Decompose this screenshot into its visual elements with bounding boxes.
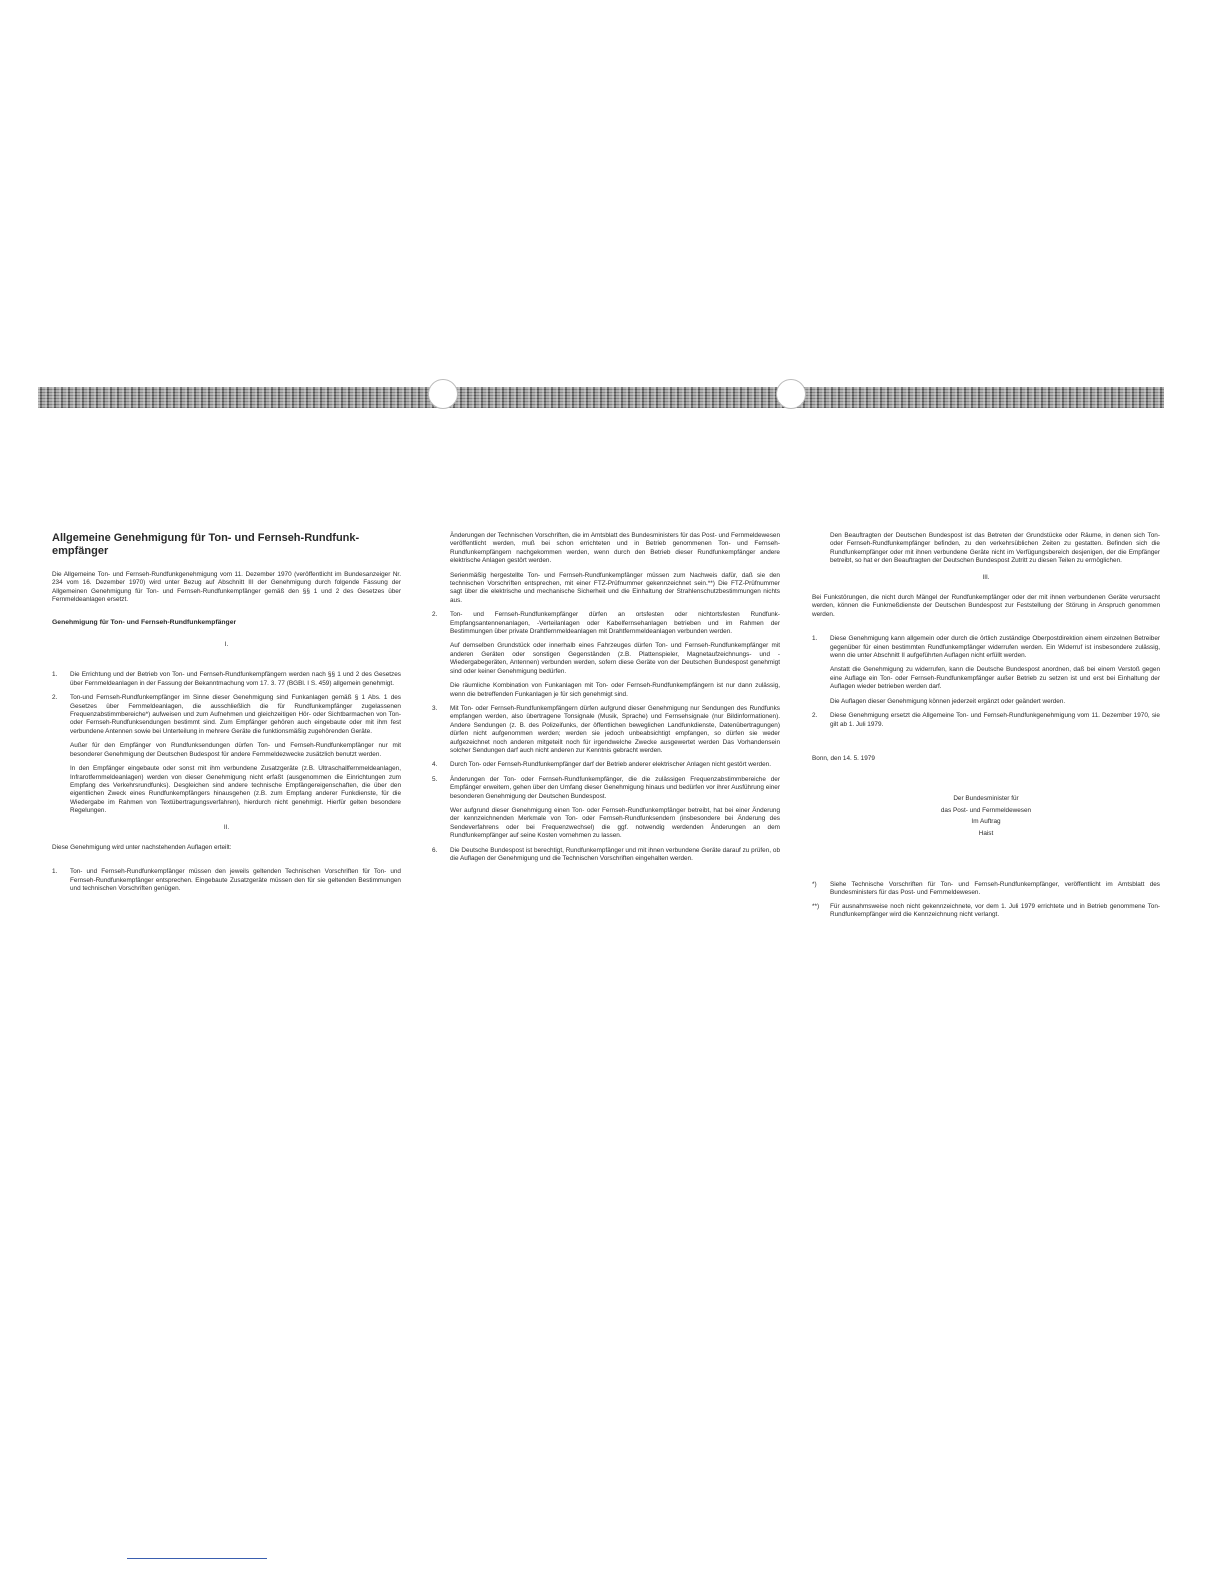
footnote <box>812 903 1160 920</box>
numbered-paragraph <box>432 761 780 769</box>
sub-paragraph: Auf demselben Grundstück oder innerhalb eines Fahrzeuges dürfen Ton- und Fernseh-Rundfunkempfänger mit anderen Geräten oder sonstigen Gegenständen (z.B. Plattenspieler, Magnetaufzeichnungs- und -Wiedergabegeräten, Antennen) verbunden werden, sofern diese Geräte von der Deutschen Bundespost genehmigt sind oder keiner Genehmigung bedürfen. <box>450 642 780 675</box>
numbered-paragraph <box>812 712 1160 729</box>
paragraph-number: 1. <box>52 868 58 876</box>
sub-paragraph: Änderungen der Technischen Vorschriften, die im Amtsblatt des Bundesministers für das Post- und Fernmeldewesen veröffentlicht werden, muß bei schon errichteten und in Betrieb genommenen Ton- und Fernseh-Rundfunkempfängern nachgekommen werden, wenn durch den Betrieb dieser Rundfunkempfänger andere elektrische Anlagen gestört werden. <box>450 532 780 565</box>
punch-hole-right <box>776 379 806 409</box>
place-date: Bonn, den 14. 5. 1979 <box>812 754 875 762</box>
paragraph-number: 2. <box>432 611 438 619</box>
paragraph-text: Ton- und Fernseh-Rundfunkempfänger dürfen an ortsfesten oder nichtortsfesten Rundfunk-Empfangsantennenanlagen, -Verteilanlagen oder Kabelfernsehanlagen betrieben und im Rahmen der Bestimmungen über private Drahtfernmeldeanlagen mit Drahtfernmeldeanlagen verbunden werden. <box>450 611 780 636</box>
sub-paragraph: Außer für den Empfänger von Rundfunksendungen dürfen Ton- und Fernseh-Rundfunkempfänger nur mit besonderer Genehmigung der Deutschen Budespost für andere Fernmeldezwecke zusätzlich benutzt werden. <box>70 742 401 758</box>
paragraph-number: 6. <box>432 846 438 854</box>
numbered-paragraph <box>432 776 780 801</box>
footnote <box>812 881 1160 898</box>
paragraph-text: Diese Genehmigung kann allgemein oder durch die örtlich zuständige Oberpostdirektion einem einzelnen Betreiber gegenüber für einen bestimmten Rundfunkempfänger widerrufen werden. Ein Widerruf ist insbesondere zulässig, wenn die unter Abschnitt II aufgeführten Auflagen nicht erfüllt werden. <box>830 635 1160 660</box>
paragraph-number: 1. <box>52 671 58 679</box>
sub-paragraph: Wer aufgrund dieser Genehmigung einen Ton- oder Fernseh-Rundfunkempfänger betreibt, hat bei einer Änderung der kennzeichnenden Merkmale von Ton- oder Fernseh-Rundfunksendern (insbesondere bei Änderung des Sendeverfahrens oder bei Frequenzwechsel) die ggf. notwendig werdenden Änderungen an dem Rundfunkempfänger auf seine Kosten vornehmen zu lassen. <box>450 806 780 840</box>
signature-line: Im Auftrag <box>971 818 1001 826</box>
footnote-text: Siehe Technische Vorschriften für Ton- und Fernseh-Rundfunkempfänger, veröffentlicht im Amtsblatt des Bundesministers für das Post- und Fernmeldewesen. <box>830 880 1160 897</box>
paragraph-text: Die Errichtung und der Betrieb von Ton- und Fernseh-Rundfunkempfängern werden nach §§ 1 und 2 des Gesetzes über Fernmeldeanlagen in der Fassung der Bekanntmachung vom 17. 3. 77 (BGBl. I S. 459) allgemein genehmigt. <box>70 671 401 687</box>
numbered-paragraph <box>52 868 401 893</box>
document-title: Allgemeine Genehmigung für Ton- und Fernseh-Rundfunk-empfänger <box>52 532 360 557</box>
paragraph-number: 3. <box>432 704 438 712</box>
paragraph-number: 2. <box>52 694 58 702</box>
signature-name: Haist <box>978 829 994 837</box>
sub-paragraph: In den Empfänger eingebaute oder sonst mit ihm verbundene Zusatzgeräte (z.B. Ultraschallfernmeldeanlagen, Infrarotfernmeldeanlagen) werden von dieser Genehmigung nicht erfaßt (ausgenommen die Einrichtungen zum Empfang des Verkehrsrundfunks). Desgleichen sind andere technische Empfängereigenschaften, die über den eigentlichen Zweck eines Rundfunkempfängers hinausgehen (z.B. zum Empfang anderer Funkdienste, für die Wiedergabe im Rahmen von Textübertragungsverfahren), hierdurch nicht genehmigt. Hierfür gelten besondere Regelungen. <box>70 765 401 815</box>
numbered-paragraph <box>432 847 780 864</box>
section-number-iii: III. <box>982 573 990 581</box>
paragraph-text: Diese Genehmigung ersetzt die Allgemeine Ton- und Fernseh-Rundfunkgenehmigung vom 11. Dezember 1970, sie gilt ab 1. Juli 1979. <box>830 712 1160 728</box>
paragraph-text: Ton- und Fernseh-Rundfunkempfänger müssen den jeweils geltenden Technischen Vorschriften für Ton- und Fernseh-Rundfunkempfänger entsprechen. Eingebaute Zusatzgeräte müssen den für sie geltenden Bestimmungen und technischen Vorschriften genügen. <box>70 868 401 893</box>
column-middle <box>432 532 780 869</box>
paragraph-text: Mit Ton- oder Fernseh-Rundfunkempfängern dürfen aufgrund dieser Genehmigung nur Sendungen des Rundfunks empfangen werden, also übertragene Tonsignale (Musik, Sprache) und Fernsehsignale (nur Bildinformationen). Andere Sendungen (z. B. des Polizeifunks, der öffentlichen beweglichen Landfunkdienste, Datenübertragungen) dürfen nicht aufgenommen werden; werden sie jedoch unbeabsichtigt empfangen, so dürfen sie weder aufgezeichnet noch anderen mitgeteilt noch für irgendwelche Zwecke ausgewertet werden Das Vorhandensein solcher Sendungen darf auch nicht anderen zur Kenntnis gebracht werden. <box>450 704 780 754</box>
paragraph-number: 2. <box>812 712 818 720</box>
signature-line: Der Bundesminister für <box>953 795 1019 803</box>
punch-hole-left <box>428 379 458 409</box>
paragraph-number: 4. <box>432 761 438 769</box>
numbered-paragraph <box>432 705 780 755</box>
paragraph: Bei Funkstörungen, die nicht durch Mängel der Rundfunkempfänger oder der mit ihnen verbundenen Geräte verursacht werden, können die Funkmeßdienste der Deutschen Bundespost zur Feststellung der Störung in Anspruch genommen werden. <box>812 594 1160 618</box>
sub-paragraph: Anstatt die Genehmigung zu widerrufen, kann die Deutsche Bundespost anordnen, daß bei einem Verstoß gegen eine Auflage ein Ton- oder Fernseh-Rundfunkempfänger außer Betrieb zu setzen ist und erst bei Einhaltung der Auflagen wieder betrieben werden darf. <box>830 666 1160 691</box>
numbered-paragraph <box>52 671 401 688</box>
signature-block <box>812 795 1160 838</box>
numbered-paragraph <box>812 635 1160 660</box>
numbered-paragraph <box>52 694 401 736</box>
perforation-band <box>38 387 1164 408</box>
section-heading: Genehmigung für Ton- und Fernseh-Rundfunkempfänger <box>52 618 237 626</box>
footnote-text: Für ausnahmsweise noch nicht gekennzeichnete, vor dem 1. Juli 1979 errichtete und in Betrieb genommene Ton-Rundfunkempfänger wird die Kennzeichnung nicht verlangt. <box>830 902 1160 919</box>
section-number-i: I. <box>224 641 229 649</box>
column-left <box>52 532 401 900</box>
sub-paragraph: Die räumliche Kombination von Funkanlagen mit Ton- oder Fernseh-Rundfunkempfängern ist nur dann zulässig, wenn die betreffenden Funkanlagen je für sich genehmigt sind. <box>450 682 780 698</box>
column-right <box>812 532 1160 925</box>
paragraph-number: 5. <box>432 775 438 783</box>
bottom-rule <box>127 1558 267 1559</box>
paragraph-text: Die Deutsche Bundespost ist berechtigt, Rundfunkempfänger und mit ihnen verbundene Geräte darauf zu prüfen, ob die Auflagen der Genehmigung und die Technischen Vorschriften eingehalten werden. <box>450 846 780 862</box>
paragraph-number: 1. <box>812 635 818 643</box>
intro-paragraph: Die Allgemeine Ton- und Fernseh-Rundfunkgenehmigung vom 11. Dezember 1970 (veröffentlicht im Bundesanzeiger Nr. 234 vom 16. Dezember 1970) wird unter Bezug auf Abschnitt III der Genehmigung durch folgende Fassung der Allgemeinen Genehmigung für Ton- und Fernseh-Rundfunkempfänger gemäß den §§ 1 und 2 des Gesetzes über Fernmeldeanlagen ersetzt. <box>52 571 401 604</box>
footnote-mark: **) <box>812 902 820 910</box>
numbered-paragraph <box>432 611 780 636</box>
section-number-ii: II. <box>223 823 230 831</box>
paragraph-text: Ton-und Fernseh-Rundfunkempfänger im Sinne dieser Genehmigung sind Funkanlagen gemäß § 1 Abs. 1 des Gesetzes über Fernmeldeanlagen, die ausschließlich die für Rundfunkempfänger zugelassenen Frequenzabstimmbereiche*) aufweisen und zum Aufnehmen und gleichzeitigen Hör- oder Sichtbarmachen von Ton- oder Fernseh-Rundfunksendungen bestimmt sind. Zum Empfänger gehören auch eingebaute oder mit ihm fest verbundene Antennen sowie bei Unterteilung in mehrere Geräte die funktionsmäßig zugehörenden Geräte. <box>70 694 401 735</box>
sub-paragraph: Serienmäßig hergestellte Ton- und Fernseh-Rundfunkempfänger müssen zum Nachweis dafür, daß sie den technischen Vorschriften entsprechen, mit einer FTZ-Prüfnummer gekennzeichnet sein.**) Die FTZ-Prüfnummer sagt über die elektrische und mechanische Sicherheit und die Einhaltung der Strahlenschutzbestimmungen nichts aus. <box>450 571 780 604</box>
sub-paragraph: Die Auflagen dieser Genehmigung können jederzeit ergänzt oder geändert werden. <box>830 697 1066 705</box>
signature-line: das Post- und Fernmeldewesen <box>940 806 1032 814</box>
paragraph-text: Änderungen der Ton- oder Fernseh-Rundfunkempfänger, die die zulässigen Frequenzabstimmbereiche der Empfänger erweitern, gehen über den Umfang dieser Genehmigung hinaus und bedürfen vor ihrer Ausführung einer besonderen Genehmigung der Deutschen Bundespost. <box>450 775 780 800</box>
sub-paragraph: Den Beauftragten der Deutschen Bundespost ist das Betreten der Grundstücke oder Räume, in denen sich Ton- oder Fernseh-Rundfunkempfänger befinden, zu den verkehrsüblichen Zeiten zu gestatten. Befinden sich die Rundfunkempfänger oder mit ihnen verbundene Geräte nicht im Verfügungsbereich desjenigen, der die Empfänger betreibt, so hat er den Beauftragten der Deutschen Bundespost Zutritt zu diesen Teilen zu ermöglichen. <box>830 532 1160 565</box>
paragraph-text: Durch Ton- oder Fernseh-Rundfunkempfänger darf der Betrieb anderer elektrischer Anlagen nicht gestört werden. <box>450 761 772 769</box>
conditions-intro: Diese Genehmigung wird unter nachstehenden Auflagen erteilt: <box>52 843 232 851</box>
footnote-mark: *) <box>812 880 817 888</box>
